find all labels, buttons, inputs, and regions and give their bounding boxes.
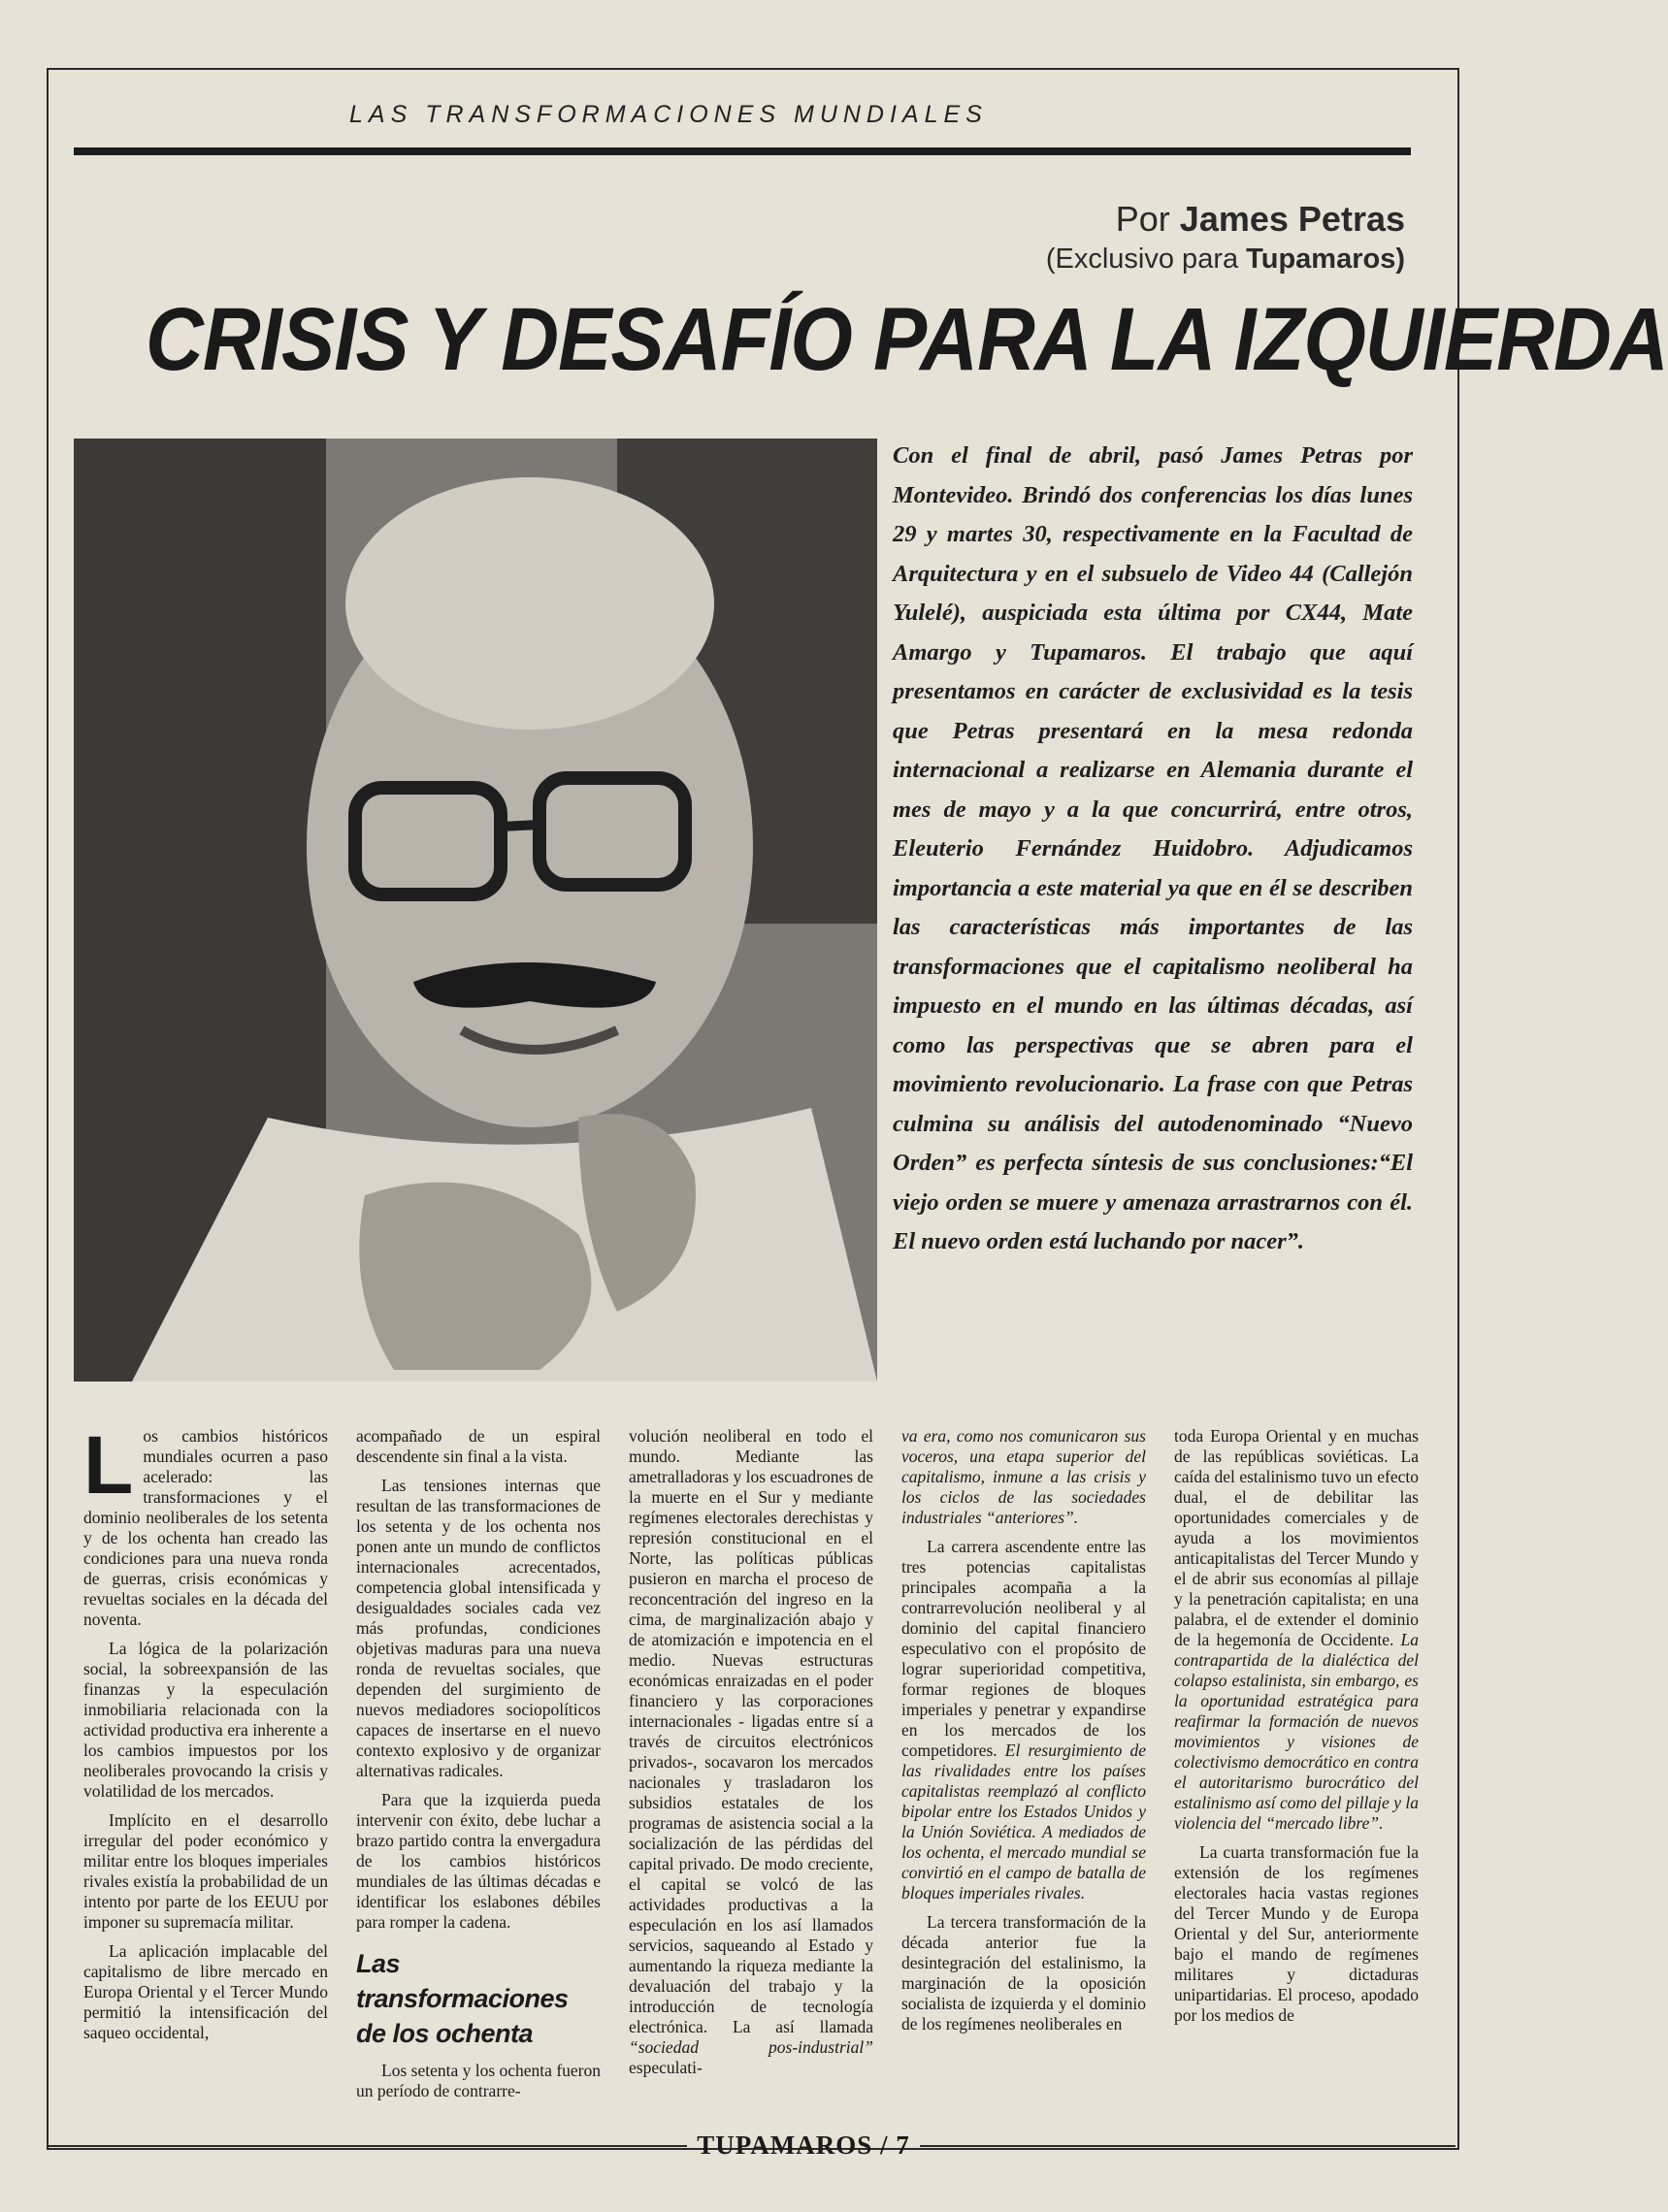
- author-portrait-photo: [74, 439, 877, 1382]
- byline-author-first: James: [1179, 199, 1289, 239]
- headline: CRISIS Y DESAFÍO PARA LA IZQUIERDA: [146, 290, 1668, 389]
- col1-paragraph-1: [83, 1419, 328, 1630]
- subheading: [356, 1946, 601, 2051]
- subheading-line-2: de los ochenta: [356, 2019, 534, 2048]
- col3-text: volución neoliberal en todo el mundo. Mediante las ametralladoras y los escuadrones de la muerte en el Sur y mediante regímenes electorales derechistas y represión constitucional en el Norte, las políticas públicas pusieron en marcha el proceso de reconcentración del ingreso en la cima, de marginalización abajo y de atomización e impotencia en el medio. Nuevas estructuras económicas enraizadas en el poder financiero y las corporaciones internacionales - ligadas entre sí a través de circuitos electrónicos privados-, socavaron los mercados nacionales y trasladaron los subsidios estatales de los programas de asistencia social a la socialización de las pérdidas del capital privado. De modo creciente, el capital se volcó de las actividades productivas a la especulación en los así llamados servicios, saqueando al Estado y aumentando la riqueza mediante la devaluación del trabajo y la introducción de tecnología electrónica. La así llamada: [629, 1426, 873, 2036]
- byline: [1046, 199, 1405, 276]
- col4-text: La carrera ascendente entre las tres potencias capitalistas principales acompaña a la contrarrevolución neoliberal y al dominio del capital financiero especulativo con el propósito de lograr superioridad competitiva, formar regiones de bloques imperiales y penetrar y expandirse en los mercados de los competidores.: [901, 1537, 1146, 1760]
- article-column-3: [629, 1426, 873, 2087]
- article-column-5: [1174, 1426, 1419, 2034]
- col5-text: toda Europa Oriental y en muchas de las repúblicas soviéticas. La caída del estalinismo tuvo un efecto dual, el de debilitar las oportunidades comerciales y de ayuda a los movimientos anticapitalistas del Tercer Mundo y el de abrir sus economías al pillaje y la penetración capitalista; en una palabra, el de extender el dominio de la hegemonía de Occidente.: [1174, 1426, 1419, 1649]
- col4-paragraph-2: [901, 1537, 1146, 1903]
- byline-author: [1046, 199, 1405, 240]
- col5-italic: La contrapartida de la dialéctica del colapso estalinista, sin embargo, es la oportunidad estratégica para reafirmar la formación de nuevos movimientos y visiones de colectivismo democrático en contra el autoritarismo burocrático del estalinismo así como del pillaje y la violencia del “mercado libre”.: [1174, 1630, 1419, 1833]
- footer-rule-left: [47, 2145, 687, 2147]
- col1-paragraph-2: La lógica de la polarización social, la sobreexpansión de las finanzas y la especulación inmobiliaria relacionada con la actividad productiva era inherente a los cambios impuestos por los neoliberales provocando la crisis y volatilidad de los mercados.: [83, 1639, 328, 1801]
- col2-paragraph-1: acompañado de un espiral descendente sin final a la vista.: [356, 1426, 601, 1466]
- col2-paragraph-4: Los setenta y los ochenta fueron un período de contrarre-: [356, 2061, 601, 2100]
- col4-italic: El resurgimiento de las rivalidades entre los países capitalistas reemplazó al conflicto bipolar entre los Estados Unidos y la Unión Soviética. A mediados de los ochenta, el mercado mundial se convirtió en el campo de batalla de bloques imperiales rivales.: [901, 1740, 1146, 1903]
- page-footer: [47, 2127, 1455, 2165]
- byline-author-last: Petras: [1297, 199, 1405, 239]
- header-rule: [74, 147, 1411, 155]
- col4-paragraph-1: va era, como nos comunicaron sus voceros, una etapa superior del capitalismo, inmune a las crisis y los ciclos de las sociedades industriales “anteriores”.: [901, 1426, 1146, 1527]
- portrait-illustration: [74, 439, 877, 1382]
- article-column-1: [83, 1419, 328, 2052]
- drop-cap: L: [83, 1419, 134, 1511]
- col2-paragraph-3: Para que la izquierda pueda intervenir con éxito, debe luchar a brazo partido contra la envergadura de los cambios históricos mundiales de las últimas décadas e identificar los eslabones débiles para romper la cadena.: [356, 1790, 601, 1932]
- byline-exclusive: [1046, 244, 1405, 276]
- col1-text-1: os cambios históricos mundiales ocurren a paso acelerado: las transformaciones y el dominio neoliberales de los setenta y de los ochenta han creado las condiciones para una nueva ronda de guerras, crisis económicas y revueltas sociales en la década del noventa.: [83, 1426, 328, 1629]
- col3-paragraph-1: [629, 1426, 873, 2078]
- intro-paragraph: Con el final de abril, pasó James Petras por Montevideo. Brindó dos conferencias los días lunes 29 y martes 30, respectivamente en la Facultad de Arquitectura y en el subsuelo de Video 44 (Callejón Yulelé), auspiciada esta última por CX44, Mate Amargo y Tupamaros. El trabajo que aquí presentamos en carácter de exclusividad es la tesis que Petras presentará en la mesa redonda internacional a realizarse en Alemania durante el mes de mayo y a la que concurrirá, entre otros, Eleuterio Fernández Huidobro. Adjudicamos importancia a este material ya que en él se describen las características más importantes de las transformaciones que el capitalismo neoliberal ha impuesto en el mundo en las últimas décadas, así como las perspectivas que se abren para el movimiento revolucionario. La frase con que Petras culmina su análisis del autodenominado “Nuevo Orden” es perfecta síntesis de sus conclusiones:“El viejo orden se muere y amenaza arrastrarnos con él. El nuevo orden está luchando por nacer”.: [893, 442, 1413, 1254]
- footer-rule-right: [920, 2145, 1455, 2147]
- byline-exclusivo: (Exclusivo para: [1045, 244, 1239, 275]
- footer-page-label: TUPAMAROS / 7: [697, 2131, 910, 2160]
- col5-paragraph-1: [1174, 1426, 1419, 1834]
- col3-italic: “sociedad pos-industrial”: [629, 2037, 873, 2057]
- byline-publication: Tupamaros): [1246, 244, 1405, 275]
- article-column-4: [901, 1426, 1146, 2043]
- col1-paragraph-4: La aplicación implacable del capitalismo de libre mercado en Europa Oriental y el Tercer Mundo permitió la intensificación del saqueo occidental,: [83, 1941, 328, 2042]
- section-header: LAS TRANSFORMACIONES MUNDIALES: [349, 101, 988, 128]
- article-column-2: [356, 1426, 601, 2110]
- article-body: [83, 1419, 1421, 2123]
- col4-paragraph-3: La tercera transformación de la década anterior fue la desintegración del estalinismo, la marginación de la oposición socialista de izquierda y el dominio de los regímenes neoliberales en: [901, 1912, 1146, 2033]
- col3-text-end: especulati-: [629, 2058, 703, 2077]
- col2-paragraph-2: Las tensiones internas que resultan de las transformaciones de los setenta y de los ochenta nos ponen ante un mundo de conflictos internacionales acrecentados, competencia global intensificada y desigualdades sociales cada vez más profundas, condiciones objetivas maduras para una nueva ronda de revueltas sociales, que dependen del surgimiento de nuevos mediadores sociopolíticos capaces de insertarse en el nuevo contexto explosivo y de organizar alternativas radicales.: [356, 1476, 601, 1780]
- col1-paragraph-3: Implícito en el desarrollo irregular del poder económico y militar entre los bloques imperiales rivales existía la probabilidad de un intento por parte de los EEUU por imponer su supremacía militar.: [83, 1810, 328, 1932]
- byline-por: Por: [1115, 199, 1170, 239]
- subheading-line-1: Las transformaciones: [356, 1949, 569, 2013]
- col5-paragraph-2: La cuarta transformación fue la extensión de los regímenes electorales hacia vastas regiones del Tercer Mundo y de Europa Oriental y del Sur, anteriormente bajo el mando de regímenes militares y dictaduras unipartidarias. El proceso, apodado por los medios de: [1174, 1842, 1419, 2025]
